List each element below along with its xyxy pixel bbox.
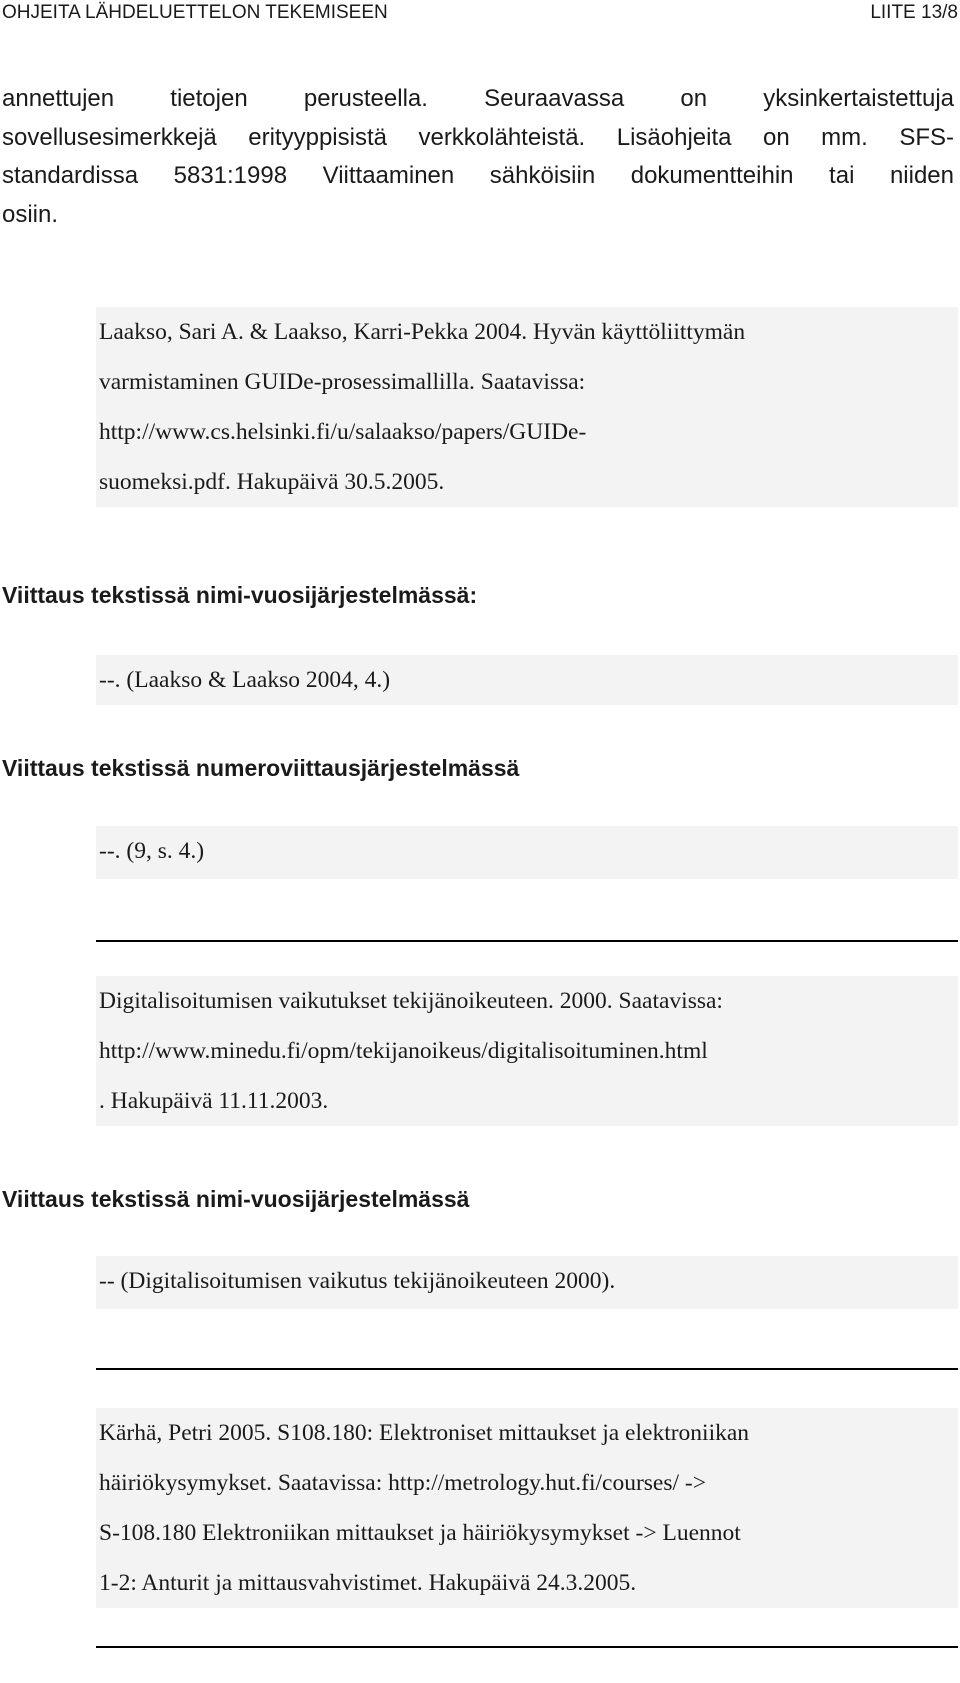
appendix-number: LIITE 13/8: [870, 2, 958, 23]
citation-line: --. (9, s. 4.): [99, 838, 205, 864]
reference-line: Laakso, Sari A. & Laakso, Karri-Pekka 2004. Hyvän käyttöliittymän: [99, 319, 746, 345]
section-divider: [96, 940, 958, 942]
citation-box-name-year: [96, 1256, 958, 1309]
intro-line: sovellusesimerkkejä erityyppisistä verkkolähteistä. Lisäohjeita on mm. SFS-: [2, 123, 954, 151]
document-title: OHJEITA LÄHDELUETTELON TEKEMISEEN: [2, 2, 388, 23]
reference-line: varmistaminen GUIDe-prosessimallilla. Saatavissa:: [99, 369, 586, 395]
heading-name-year-citation: Viittaus tekstissä nimi-vuosijärjestelmässä: [2, 1186, 470, 1212]
intro-paragraph: [2, 80, 954, 234]
reference-line: Kärhä, Petri 2005. S108.180: Elektroniset mittaukset ja elektroniikan: [99, 1420, 750, 1446]
section-divider: [96, 1646, 958, 1648]
heading-numeric-citation: Viittaus tekstissä numeroviittausjärjestelmässä: [2, 755, 520, 781]
citation-box-name-year: [96, 655, 958, 705]
reference-line: suomeksi.pdf. Hakupäivä 30.5.2005.: [99, 469, 445, 495]
reference-box-laakso: [96, 307, 958, 507]
intro-line: annettujen tietojen perusteella. Seuraavassa on yksinkertaistettuja: [2, 85, 954, 112]
heading-name-year-citation: Viittaus tekstissä nimi-vuosijärjestelmässä:: [2, 582, 478, 608]
reference-line: Digitalisoitumisen vaikutukset tekijänoikeuteen. 2000. Saatavissa:: [99, 988, 723, 1014]
citation-line: --. (Laakso & Laakso 2004, 4.): [99, 667, 391, 693]
reference-line: http://www.cs.helsinki.fi/u/salaakso/papers/GUIDe-: [99, 419, 587, 445]
reference-line: häiriökysymykset. Saatavissa: http://metrology.hut.fi/courses/ ->: [99, 1470, 706, 1496]
reference-box-digitalisoituminen: [96, 976, 958, 1126]
section-divider: [96, 1368, 958, 1370]
reference-line: . Hakupäivä 11.11.2003.: [99, 1088, 329, 1114]
reference-line: S-108.180 Elektroniikan mittaukset ja häiriökysymykset -> Luennot: [99, 1520, 741, 1546]
reference-box-karha: [96, 1408, 958, 1608]
intro-line: standardissa 5831:1998 Viittaaminen sähköisiin dokumentteihin tai niiden: [2, 162, 954, 189]
page-header: [0, 0, 960, 30]
citation-box-numeric: [96, 826, 958, 879]
citation-line: -- (Digitalisoitumisen vaikutus tekijänoikeuteen 2000).: [99, 1268, 616, 1294]
reference-line: http://www.minedu.fi/opm/tekijanoikeus/digitalisoituminen.html: [99, 1038, 708, 1064]
reference-line: 1-2: Anturit ja mittausvahvistimet. Hakupäivä 24.3.2005.: [99, 1570, 637, 1596]
intro-line: osiin.: [2, 200, 59, 228]
